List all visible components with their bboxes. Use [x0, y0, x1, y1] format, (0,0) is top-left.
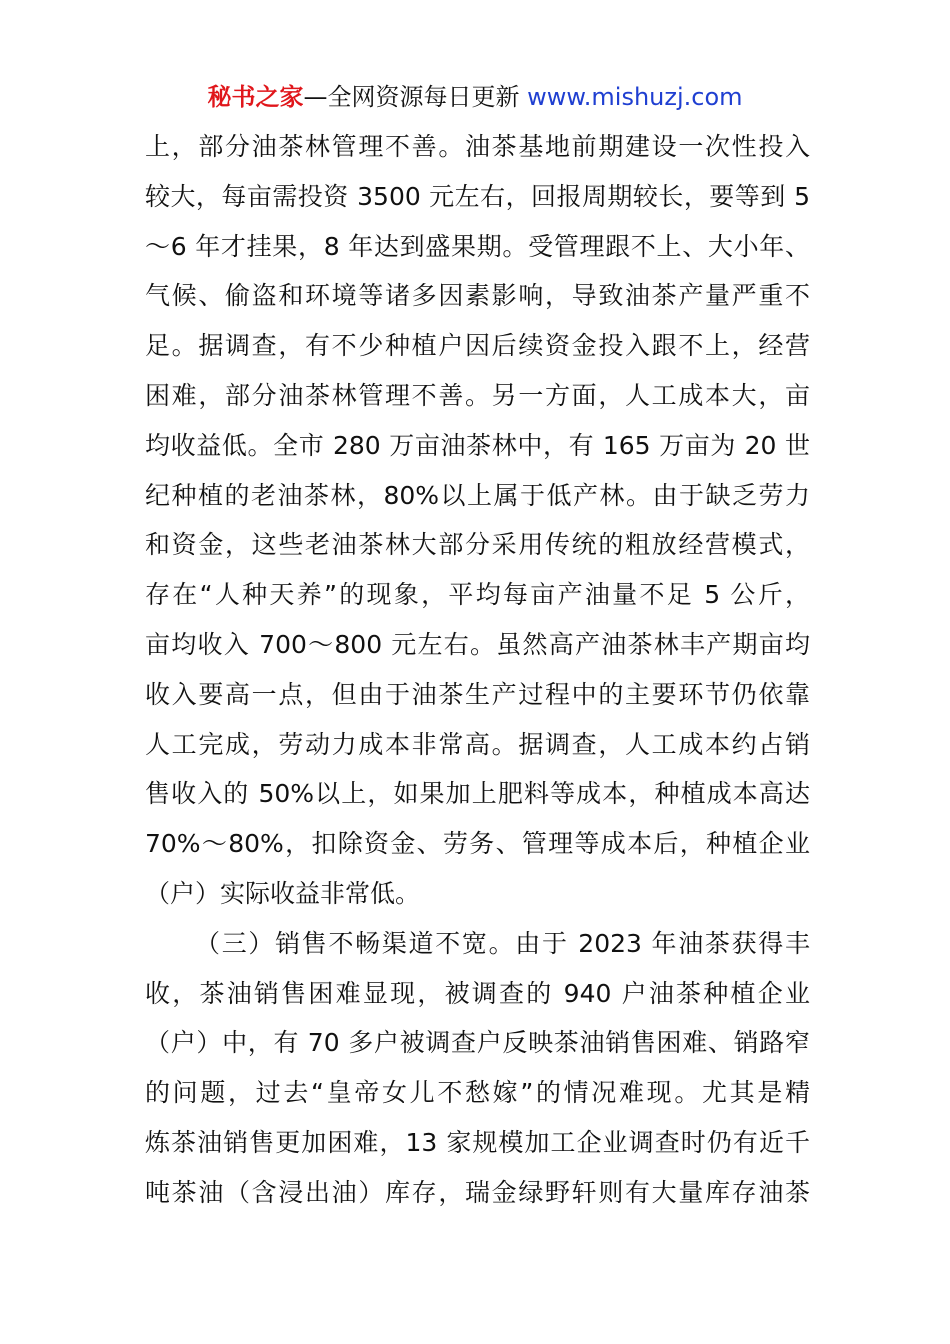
text-line: 均收益低。全市 280 万亩油茶林中，有 165 万亩为 20 世: [145, 430, 810, 460]
text-line: 吨茶油（含浸出油）库存，瑞金绿野轩则有大量库存油茶: [145, 1177, 810, 1207]
text-line: 足。据调查，有不少种植户因后续资金投入跟不上，经营: [145, 331, 810, 361]
site-tagline: —全网资源每日更新: [303, 83, 520, 111]
text-line: 纪种植的老油茶林，80%以上属于低产林。由于缺乏劳力: [145, 480, 810, 510]
text-line: 较大，每亩需投资 3500 元左右，回报周期较长，要等到 5: [145, 181, 810, 211]
text-line: （户）实际收益非常低。: [145, 878, 421, 908]
text-line: （户）中，有 70 多户被调查户反映茶油销售困难、销路窄: [145, 1028, 810, 1058]
text-line: 售收入的 50%以上，如果加上肥料等成本，种植成本高达: [145, 779, 810, 809]
text-line: 亩均收入 700～800 元左右。虽然高产油茶林丰产期亩均: [145, 629, 810, 659]
site-brand: 秘书之家: [207, 83, 304, 111]
text-line: 气候、偷盗和环境等诸多因素影响，导致油茶产量严重不: [145, 281, 810, 311]
text-line: 上，部分油茶林管理不善。油茶基地前期建设一次性投入: [145, 132, 810, 161]
text-line: 和资金，这些老油茶林大部分采用传统的粗放经营模式，: [145, 530, 810, 560]
site-header: [0, 80, 950, 114]
text-line: 炼茶油销售更加困难，13 家规模加工企业调查时仍有近千: [145, 1127, 810, 1157]
document-body: [145, 122, 810, 1218]
text-line: 人工完成，劳动力成本非常高。据调查，人工成本约占销: [145, 729, 810, 759]
text-line: ～6 年才挂果，8 年达到盛果期。受管理跟不上、大小年、: [145, 231, 810, 261]
text-line: 存在“人种天养”的现象，平均每亩产油量不足 5 公斤，: [145, 580, 810, 610]
text-line: 的问题，过去“皇帝女儿不愁嫁”的情况难现。尤其是精: [145, 1078, 810, 1108]
site-url[interactable]: www.mishuzj.com: [527, 83, 743, 111]
text-line: 70%～80%，扣除资金、劳务、管理等成本后，种植企业: [145, 829, 810, 859]
text-line: 收入要高一点，但由于油茶生产过程中的主要环节仍依靠: [145, 679, 810, 709]
text-line: 困难，部分油茶林管理不善。另一方面，人工成本大，亩: [145, 380, 810, 410]
text-line: （三）销售不畅渠道不宽。由于 2023 年油茶获得丰: [195, 928, 810, 958]
text-line: 收，茶油销售困难显现，被调查的 940 户油茶种植企业: [145, 978, 810, 1008]
